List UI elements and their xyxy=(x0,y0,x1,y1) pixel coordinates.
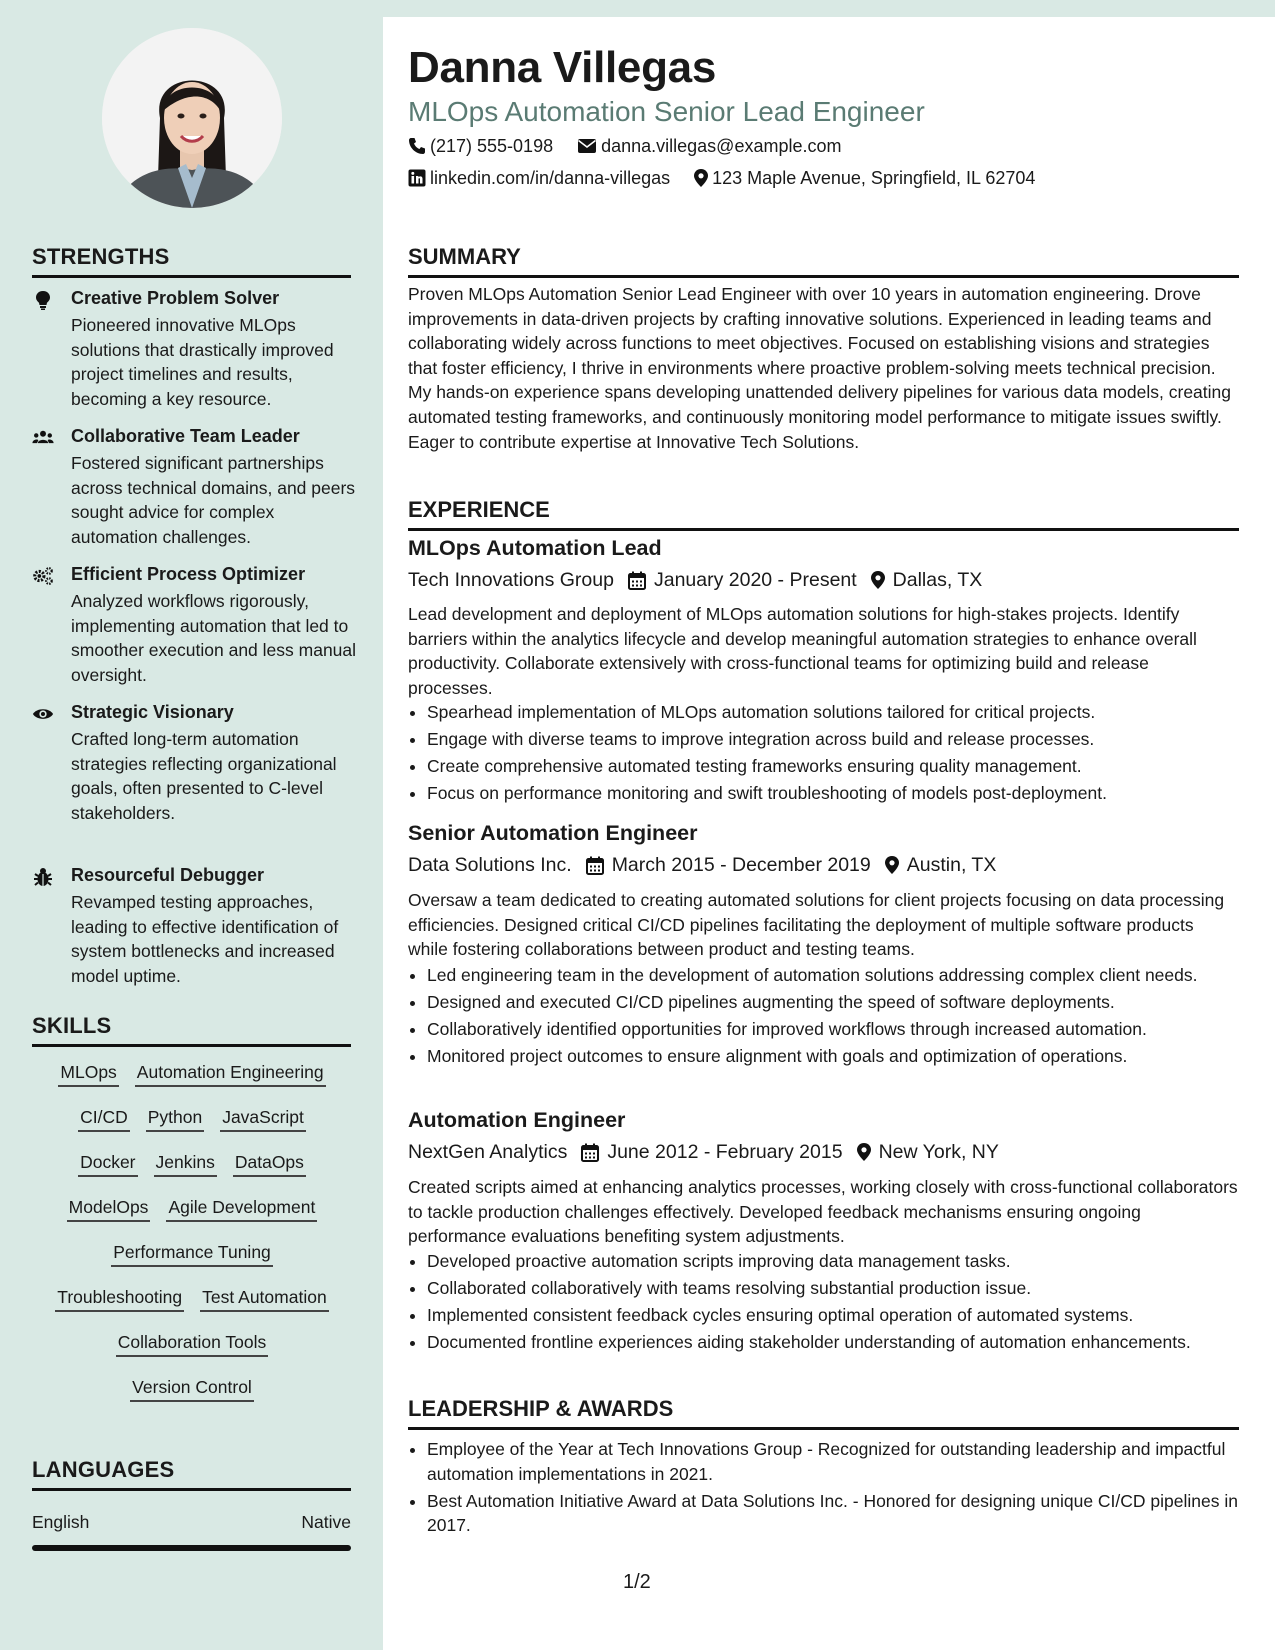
job-meta xyxy=(408,1139,999,1165)
page-number: 1/2 xyxy=(623,1571,651,1593)
address-text: 123 Maple Avenue, Springfield, IL 62704 xyxy=(712,168,1036,188)
language-level: Native xyxy=(301,1512,351,1532)
job-meta xyxy=(408,852,996,878)
job-bullet: • Engage with diverse teams to improve integration across build and release processes. xyxy=(427,727,1257,752)
language-name: English xyxy=(32,1512,90,1532)
award-item: • Employee of the Year at Tech Innovations Group - Recognized for outstanding leadership and impactful automation implementations in 2021. xyxy=(427,1437,1257,1486)
strength-desc: Analyzed workflows rigorously, implementing automation that led to smoother execution and less manual oversight. xyxy=(71,591,357,685)
calendar-icon xyxy=(628,571,646,590)
job-description: Oversaw a team dedicated to creating automated solutions for client projects focusing on data processing efficiencies. Designed critical CI/CD pipelines facilitating the deployment of multiple software products while fostering collaborations between product and testing teams. xyxy=(408,890,1225,960)
job-location: Austin, TX xyxy=(906,854,997,876)
contact-row xyxy=(408,134,842,158)
skill-tag: MLOps xyxy=(58,1061,118,1087)
bug-icon xyxy=(32,866,54,888)
skill-tag: CI/CD xyxy=(78,1106,130,1132)
strength-desc: Pioneered innovative MLOps solutions that drastically improved project timelines and results, becoming a key resource. xyxy=(71,315,334,409)
strength-title: Creative Problem Solver xyxy=(71,288,280,308)
candidate-role: MLOps Automation Senior Lead Engineer xyxy=(408,96,925,127)
job-dates: June 2012 - February 2015 xyxy=(607,1141,843,1163)
job-title: Automation Engineer xyxy=(408,1108,626,1132)
calendar-icon xyxy=(581,1143,599,1162)
job-bullet: • Led engineering team in the development of automation solutions addressing complex client needs. xyxy=(427,963,1257,988)
experience-heading: EXPERIENCE xyxy=(408,497,1239,531)
skill-tag: ModelOps xyxy=(67,1196,151,1222)
job-company: NextGen Analytics xyxy=(408,1141,568,1163)
awards-heading: LEADERSHIP & AWARDS xyxy=(408,1396,1239,1430)
skill-tag: Version Control xyxy=(130,1376,254,1402)
skills-heading: SKILLS xyxy=(32,1013,351,1047)
summary-text: Proven MLOps Automation Senior Lead Engineer with over 10 years in automation engineering. Drove improvements in data-driven projects by crafting innovative solutions. Experienced in leading teams and collaborating widely across functions to meet objectives. Focused on establishing visions and strategies that foster efficiency, I thrive in environments where proactive problem-solving meets technical precision. My hands-on experience spans developing unattended delivery pipelines for various data models, creating automated testing frameworks, and continuously monitoring model performance to mitigate issues swiftly. Eager to contribute expertise at Innovative Tech Solutions. xyxy=(408,284,1232,452)
profile-photo xyxy=(102,28,282,208)
strength-desc: Crafted long-term automation strategies reflecting organizational goals, often presented to C-level stakeholders. xyxy=(71,729,337,823)
email-icon xyxy=(577,138,597,154)
skill-tag: Jenkins xyxy=(154,1151,217,1177)
eye-icon xyxy=(32,703,54,725)
strengths-heading: STRENGTHS xyxy=(32,244,351,278)
skill-tag: Collaboration Tools xyxy=(116,1331,269,1357)
job-company: Data Solutions Inc. xyxy=(408,854,572,876)
skill-tag: Agile Development xyxy=(166,1196,317,1222)
contact-row xyxy=(408,166,1035,190)
email-text: danna.villegas@example.com xyxy=(601,136,842,156)
strength-title: Strategic Visionary xyxy=(71,702,234,722)
job-bullet: • Collaborated collaboratively with teams resolving substantial production issue. xyxy=(427,1276,1257,1301)
job-title: Senior Automation Engineer xyxy=(408,821,698,845)
language-row xyxy=(32,1512,351,1542)
location-icon xyxy=(694,169,708,187)
location-icon xyxy=(885,856,899,874)
skill-tag: Automation Engineering xyxy=(135,1061,326,1087)
job-bullets xyxy=(408,700,1257,808)
awards-list xyxy=(408,1437,1257,1540)
job-location: New York, NY xyxy=(878,1141,999,1163)
summary-heading: SUMMARY xyxy=(408,244,1239,278)
job-bullet: • Developed proactive automation scripts improving data management tasks. xyxy=(427,1249,1257,1274)
linkedin-icon xyxy=(408,169,426,187)
job-dates: March 2015 - December 2019 xyxy=(611,854,871,876)
job-meta xyxy=(408,567,982,593)
candidate-name: Danna Villegas xyxy=(408,43,717,92)
gears-icon xyxy=(32,565,54,587)
job-bullet: • Collaboratively identified opportunities for improved workflows through increased automation. xyxy=(427,1017,1257,1042)
job-bullets xyxy=(408,963,1257,1071)
job-bullet: • Implemented consistent feedback cycles ensuring optimal operation of automated systems. xyxy=(427,1303,1257,1328)
skill-tag: Performance Tuning xyxy=(111,1241,273,1267)
strength-title: Efficient Process Optimizer xyxy=(71,564,306,584)
skill-tag: Python xyxy=(146,1106,204,1132)
strength-title: Collaborative Team Leader xyxy=(71,426,300,446)
linkedin-text: linkedin.com/in/danna-villegas xyxy=(430,168,671,188)
strength-desc: Fostered significant partnerships across technical domains, and peers sought advice for complex automation challenges. xyxy=(71,453,356,547)
job-company: Tech Innovations Group xyxy=(408,569,614,591)
skill-tag: DataOps xyxy=(233,1151,306,1177)
skill-tag: JavaScript xyxy=(220,1106,306,1132)
job-description: Created scripts aimed at enhancing analytics processes, working closely with cross-functional collaborators to tackle production challenges effectively. Developed feedback mechanisms ensuring ongoing performance evaluations benefiting system adjustments. xyxy=(408,1177,1238,1247)
skills-list xyxy=(32,1061,352,1421)
strength-desc: Revamped testing approaches, leading to effective identification of system bottlenecks and increased model uptime. xyxy=(71,892,339,986)
calendar-icon xyxy=(586,856,604,875)
job-bullet: • Designed and executed CI/CD pipelines augmenting the speed of software deployments. xyxy=(427,990,1257,1015)
job-description: Lead development and deployment of MLOps automation solutions for high-stakes projects. Identify barriers within the analytics lifecycle and develop meaningful automation strategies to enhance overall productivity. Collaborate extensively with cross-functional teams for optimizing build and release processes. xyxy=(408,604,1197,698)
phone-icon xyxy=(408,137,426,155)
strength-title: Resourceful Debugger xyxy=(71,865,265,885)
skill-tag: Troubleshooting xyxy=(55,1286,184,1312)
job-bullet: • Documented frontline experiences aiding stakeholder understanding of automation enhancements. xyxy=(427,1330,1257,1355)
job-location: Dallas, TX xyxy=(892,569,983,591)
job-bullet: • Spearhead implementation of MLOps automation solutions tailored for critical projects. xyxy=(427,700,1257,725)
job-bullet: • Create comprehensive automated testing frameworks ensuring quality management. xyxy=(427,754,1257,779)
job-dates: January 2020 - Present xyxy=(653,569,857,591)
users-icon xyxy=(32,427,54,449)
job-bullets xyxy=(408,1249,1257,1357)
language-level-bar xyxy=(32,1545,351,1551)
job-title: MLOps Automation Lead xyxy=(408,536,662,560)
award-item: • Best Automation Initiative Award at Data Solutions Inc. - Honored for designing unique CI/CD pipelines in 2017. xyxy=(427,1489,1257,1538)
languages-heading: LANGUAGES xyxy=(32,1457,351,1491)
job-bullet: • Focus on performance monitoring and swift troubleshooting of models post-deployment. xyxy=(427,781,1257,806)
phone-text: (217) 555-0198 xyxy=(430,136,554,156)
location-icon xyxy=(857,1143,871,1161)
skill-tag: Docker xyxy=(78,1151,137,1177)
skill-tag: Test Automation xyxy=(200,1286,329,1312)
location-icon xyxy=(871,571,885,589)
lightbulb-icon xyxy=(32,289,54,311)
job-bullet: • Monitored project outcomes to ensure alignment with goals and optimization of operations. xyxy=(427,1044,1257,1069)
